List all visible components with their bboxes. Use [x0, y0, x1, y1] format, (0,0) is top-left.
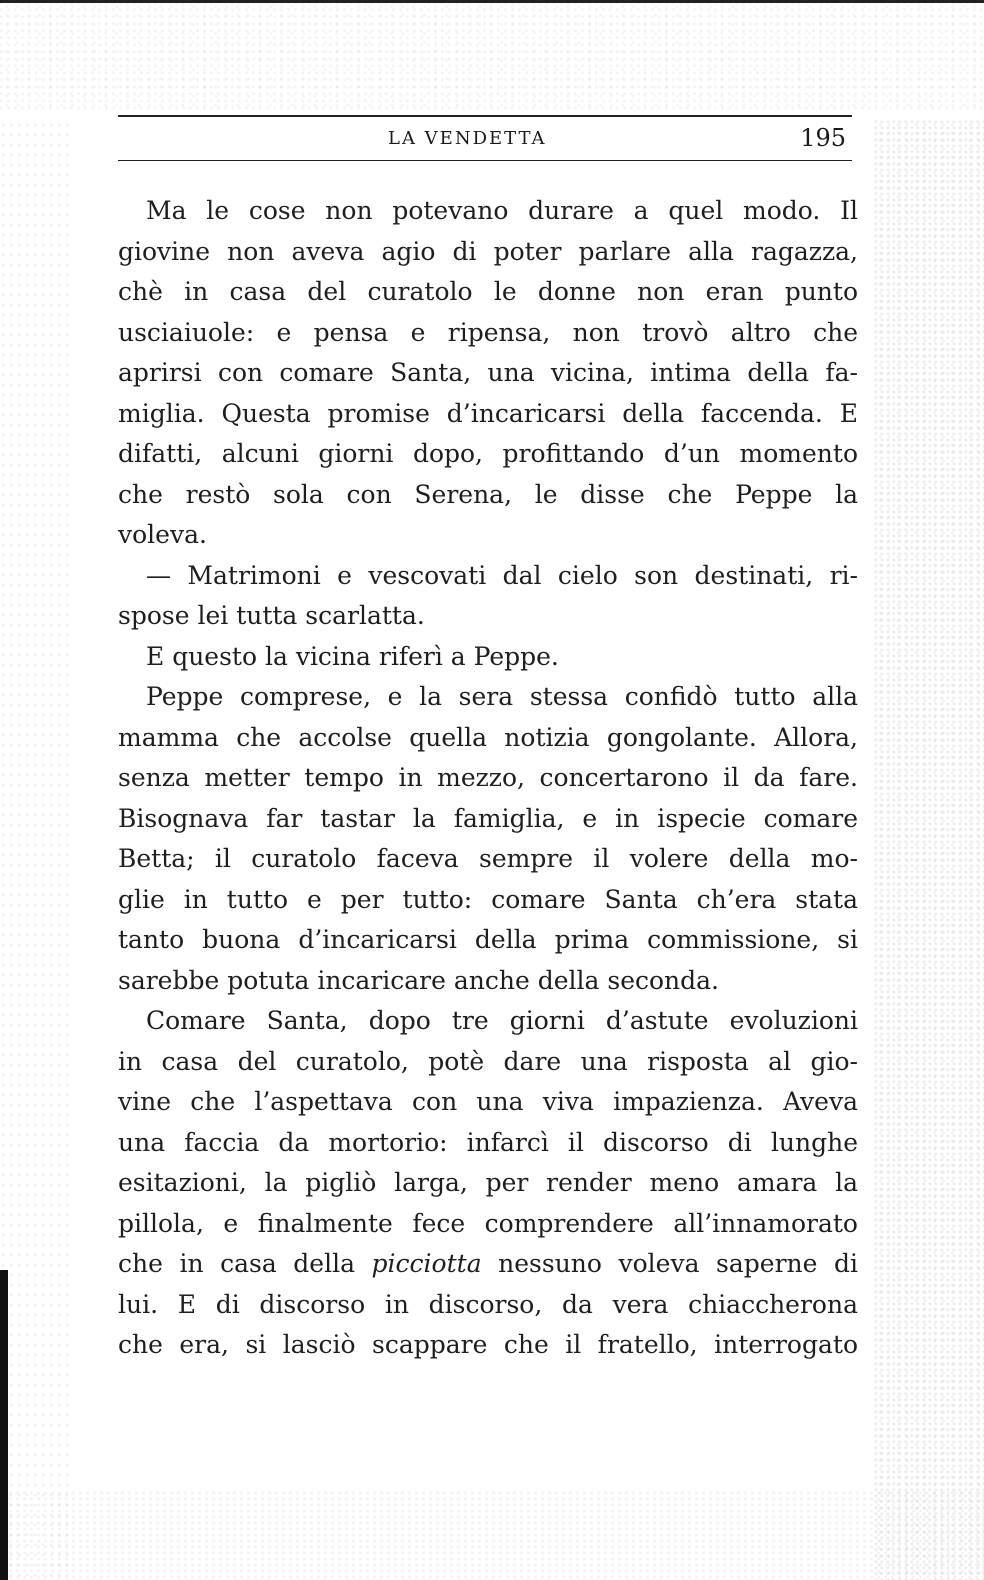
- text-line: aprirsi con comare Santa, una vicina, intima della fa-: [118, 358, 858, 387]
- text-line: vine che l’aspettava con una viva impazienza. Aveva: [118, 1087, 858, 1116]
- text-line: senza metter tempo in mezzo, concertarono il da fare.: [118, 763, 858, 792]
- text-line: mamma che accolse quella notizia gongolante. Allora,: [118, 722, 858, 752]
- text-line: giovine non aveva agio di poter parlare alla ragazza,: [118, 236, 858, 266]
- text-line: pillola, e finalmente fece comprendere all’innamorato: [118, 1208, 858, 1238]
- text-line: Peppe comprese, e la sera stessa confidò tutto alla: [146, 682, 858, 711]
- text-line: usciaiuole: e pensa e ripensa, non trovò altro che: [118, 317, 858, 347]
- page-number: 195: [800, 124, 846, 152]
- text-line: chè in casa del curatolo le donne non eran punto: [118, 277, 858, 306]
- text-line: Bisognava far tastar la famiglia, e in ispecie comare: [118, 803, 858, 833]
- text-line: una faccia da mortorio: infarcì il discorso di lunghe: [118, 1127, 858, 1157]
- text-line: — Matrimoni e vescovati dal cielo son destinati, ri-: [146, 560, 858, 590]
- text-line: voleva.: [118, 520, 207, 549]
- scan-noise-right: [874, 120, 984, 1580]
- scan-top-edge: [0, 0, 984, 3]
- header-rule-top: [118, 115, 852, 117]
- scan-left-edge: [0, 1270, 8, 1580]
- body-text: [118, 191, 858, 1366]
- text-fragment: che in casa della: [118, 1249, 372, 1278]
- text-line: Ma le cose non potevano durare a quel modo. Il: [146, 196, 858, 225]
- text-line: sarebbe potuta incaricare anche della seconda.: [118, 965, 720, 995]
- text-line: che restò sola con Serena, le disse che Peppe la: [118, 479, 858, 509]
- text-line: E questo la vicina riferì a Peppe.: [146, 641, 559, 671]
- scan-noise-left: [0, 120, 70, 1580]
- text-line: Comare Santa, dopo tre giorni d’astute evoluzioni: [146, 1006, 858, 1035]
- text-line: che era, si lasciò scappare che il fratello, interrogato: [118, 1330, 858, 1359]
- text-line: spose lei tutta scarlatta.: [118, 601, 425, 630]
- text-line-with-italic: [118, 1244, 858, 1285]
- italic-word: picciotta: [371, 1249, 482, 1278]
- scan-noise-top: [0, 0, 984, 110]
- text-line: tanto buona d’incaricarsi della prima commissione, si: [118, 925, 858, 954]
- running-head: LA VENDETTA: [388, 128, 547, 149]
- header-rule-bottom: [118, 160, 852, 161]
- text-line: in casa del curatolo, potè dare una risposta al gio-: [118, 1046, 858, 1076]
- text-line: miglia. Questa promise d’incaricarsi della faccenda. E: [118, 398, 858, 428]
- text-line: lui. E di discorso in discorso, da vera chiaccherona: [118, 1289, 858, 1319]
- text-fragment: nessuno voleva saperne di: [481, 1249, 858, 1278]
- text-line: Betta; il curatolo faceva sempre il volere della mo-: [118, 844, 858, 873]
- scan-noise-bottom: [0, 1490, 984, 1580]
- text-line: glie in tutto e per tutto: comare Santa ch’era stata: [118, 884, 858, 914]
- text-line: esitazioni, la pigliò larga, per render meno amara la: [118, 1168, 858, 1197]
- text-line: difatti, alcuni giorni dopo, profittando d’un momento: [118, 439, 858, 468]
